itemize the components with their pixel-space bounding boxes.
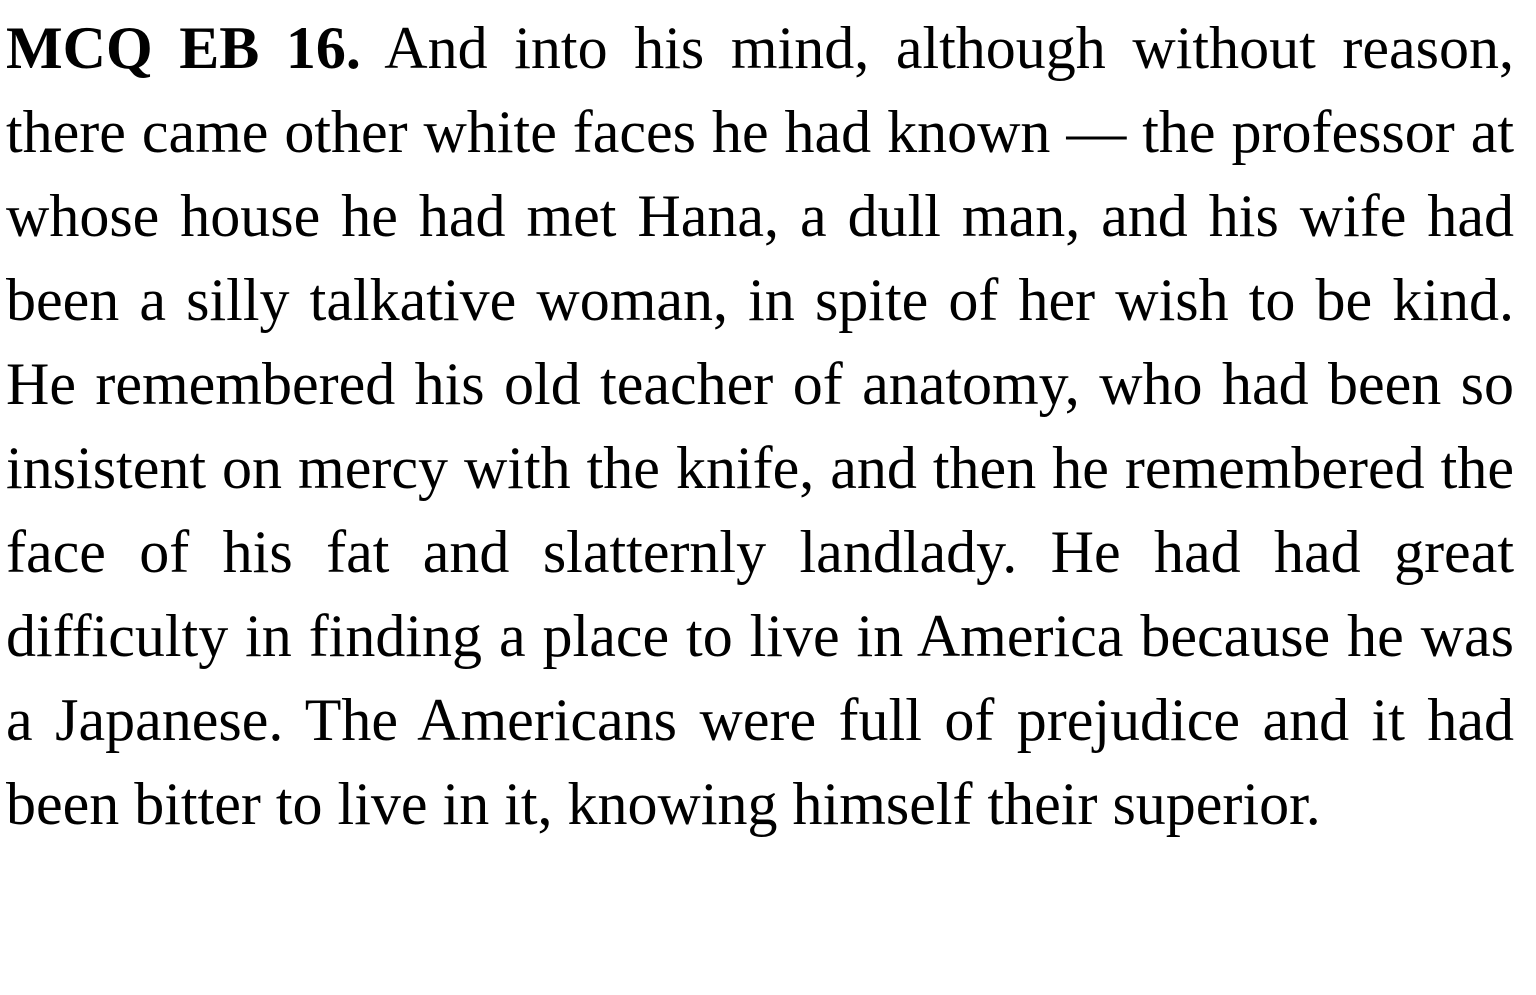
passage-label-spacer bbox=[361, 15, 384, 81]
passage-paragraph bbox=[6, 6, 1514, 846]
passage-question-label: MCQ EB 16. bbox=[6, 15, 361, 81]
passage-body-text: And into his mind, although without reason, there came other white faces he had known — the professor at whose house he had met Hana, a dull man, and his wife had been a silly talkative woman, in spite of her wish to be kind. He remembered his old teacher of anatomy, who had been so insistent on mercy with the knife, and then he remembered the face of his fat and slatternly landlady. He had had great difficulty in finding a place to live in America because he was a Japanese. The Americans were full of prejudice and it had been bitter to live in it, knowing himself their superior. bbox=[6, 15, 1514, 837]
